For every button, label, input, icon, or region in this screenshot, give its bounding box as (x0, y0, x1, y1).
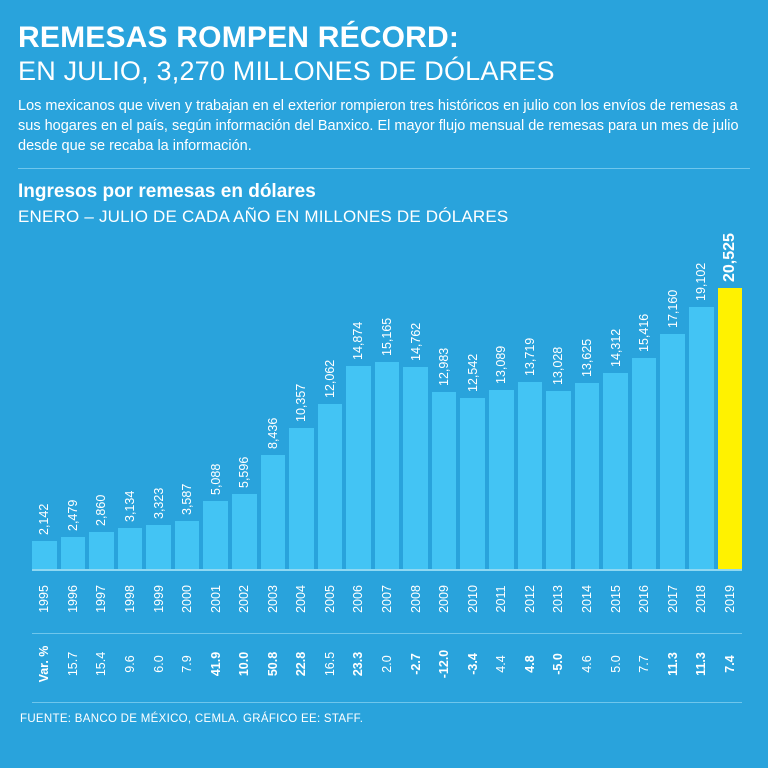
bar-series (32, 233, 742, 571)
year-label: 2017 (665, 585, 680, 614)
bar-column (632, 241, 657, 571)
variation-cell: 10.0 (237, 652, 252, 677)
bar-value-label: 12,542 (465, 353, 480, 393)
year-label: 2007 (380, 585, 395, 614)
bar-column (32, 241, 57, 571)
bar (432, 392, 457, 571)
variation-row (18, 636, 750, 698)
variation-cell: -5.0 (551, 653, 566, 675)
year-label: 2008 (408, 585, 423, 614)
page-subtitle: EN JULIO, 3,270 MILLONES DE DÓLARES (18, 55, 555, 86)
bar (489, 390, 514, 571)
variation-cell: 5.0 (608, 655, 623, 673)
year-label: 2009 (437, 585, 452, 614)
bar-column (660, 241, 685, 571)
year-label: 1996 (65, 585, 80, 614)
year-label: 2002 (237, 585, 252, 614)
bar-value-label: 13,625 (579, 338, 594, 378)
bar-column (146, 241, 171, 571)
year-label: 1998 (122, 585, 137, 614)
bar-value-label: 13,719 (522, 337, 537, 377)
bar-value-label: 19,102 (694, 262, 709, 302)
bar (689, 307, 714, 571)
variation-cell: 7.4 (722, 655, 737, 673)
variation-cell: 50.8 (265, 652, 280, 677)
bar (375, 362, 400, 571)
deck-paragraph: Los mexicanos que viven y trabajan en el exterior rompieron tres históricos en julio con los envíos de remesas a sus hogares en el país, según información del Banxico. El mayor flujo mensual de remesas para un mes de julio desde que se recaba la información. (18, 98, 739, 155)
bar-column (689, 241, 714, 571)
bar (203, 501, 228, 571)
bar (32, 541, 57, 571)
x-axis-year-labels (18, 575, 750, 631)
year-label: 2012 (522, 585, 537, 614)
bar-column (118, 241, 143, 571)
bar (718, 288, 743, 571)
bar-chart (18, 233, 750, 571)
year-label: 1999 (151, 585, 166, 614)
bar (146, 525, 171, 571)
divider-variation (32, 702, 742, 703)
bar (261, 455, 286, 571)
year-label: 1997 (94, 585, 109, 614)
bar-value-label: 3,134 (122, 490, 137, 523)
bar-value-label: 2,860 (94, 494, 109, 527)
variation-cell: -12.0 (437, 649, 452, 679)
bar-column (375, 241, 400, 571)
bar-column (460, 241, 485, 571)
x-axis-line (32, 569, 742, 571)
variation-cell: 23.3 (351, 652, 366, 677)
bar-column (518, 241, 543, 571)
variation-cell: 6.0 (151, 655, 166, 673)
bar (118, 528, 143, 571)
bar-column (489, 241, 514, 571)
variation-cell: -3.4 (465, 653, 480, 675)
bar-value-label: 2,142 (37, 503, 52, 536)
bar (175, 521, 200, 571)
year-label: 2018 (694, 585, 709, 614)
bar-value-label: 17,160 (665, 289, 680, 329)
bar-column (432, 241, 457, 571)
bar (346, 366, 371, 571)
year-label: 2016 (637, 585, 652, 614)
bar-value-label: 15,165 (380, 317, 395, 357)
divider-years (32, 633, 742, 634)
bar-value-label: 14,874 (351, 321, 366, 361)
year-label: 2001 (208, 585, 223, 614)
variation-cell: 7.9 (180, 655, 195, 673)
bar-value-label: 12,983 (437, 347, 452, 387)
chart-title: Ingresos por remesas en dólares (18, 181, 316, 203)
bar-column (232, 241, 257, 571)
year-label: 2013 (551, 585, 566, 614)
year-label: 2010 (465, 585, 480, 614)
divider-top (18, 168, 750, 169)
bar (289, 428, 314, 571)
bar-value-label: 14,312 (608, 328, 623, 368)
bar-value-label: 3,587 (180, 483, 195, 516)
variation-cell: Var. % (37, 645, 52, 683)
bar-value-label: 5,088 (208, 463, 223, 496)
variation-cell: 11.3 (665, 652, 680, 677)
variation-cell: 7.7 (637, 655, 652, 673)
variation-cell: 4.6 (579, 655, 594, 673)
variation-cell: 4.8 (522, 655, 537, 673)
year-label: 2000 (180, 585, 195, 614)
bar (575, 383, 600, 571)
bar-value-label: 13,089 (494, 345, 509, 385)
variation-cell: 41.9 (208, 652, 223, 677)
bar-column (89, 241, 114, 571)
bar-value-label: 12,062 (322, 359, 337, 399)
bar-column (403, 241, 428, 571)
year-label: 2015 (608, 585, 623, 614)
year-label: 2004 (294, 585, 309, 614)
bar-column (546, 241, 571, 571)
bar (403, 367, 428, 571)
chart-subtitle: ENERO – JULIO DE CADA AÑO EN MILLONES DE DÓLARES (18, 207, 509, 227)
variation-cell: 9.6 (122, 655, 137, 673)
bar (546, 391, 571, 571)
year-label: 2019 (722, 585, 737, 614)
page-title: REMESAS ROMPEN RÉCORD: (18, 21, 460, 54)
bar-column (318, 241, 343, 571)
bar (61, 537, 86, 571)
source-note: FUENTE: BANCO DE MÉXICO, CEMLA. GRÁFICO EE: STAFF. (20, 713, 364, 726)
bar-column (203, 241, 228, 571)
bar-column (261, 241, 286, 571)
bar-column (175, 241, 200, 571)
variation-cell: 15.7 (65, 652, 80, 677)
bar-value-label: 3,323 (151, 487, 166, 520)
bar-column (718, 233, 743, 571)
variation-cell: 16.5 (322, 652, 337, 677)
bar (632, 358, 657, 571)
bar-column (289, 241, 314, 571)
bar (518, 382, 543, 571)
bar (89, 532, 114, 571)
bar-column (575, 241, 600, 571)
bar-column (603, 241, 628, 571)
bar (603, 373, 628, 571)
year-label: 2014 (579, 585, 594, 614)
bar-column (61, 241, 86, 571)
year-label: 2005 (322, 585, 337, 614)
variation-cell: 2.0 (380, 655, 395, 673)
year-label: 1995 (37, 585, 52, 614)
variation-cell: -2.7 (408, 653, 423, 675)
year-label: 2011 (494, 585, 509, 613)
bar-value-label: 20,525 (720, 233, 738, 283)
bar-value-label: 2,479 (65, 499, 80, 532)
bar-column (346, 241, 371, 571)
variation-cell: 4.4 (494, 655, 509, 673)
year-label: 2003 (265, 585, 280, 614)
bar-value-label: 13,028 (551, 346, 566, 386)
variation-cell: 22.8 (294, 652, 309, 677)
bar-value-label: 14,762 (408, 322, 423, 362)
bar-value-label: 8,436 (265, 417, 280, 450)
bar-value-label: 10,357 (294, 383, 309, 423)
bar-value-label: 15,416 (637, 313, 652, 353)
year-label: 2006 (351, 585, 366, 614)
bar (660, 334, 685, 571)
bar (232, 494, 257, 571)
bar (460, 398, 485, 571)
bar-value-label: 5,596 (237, 456, 252, 489)
bar (318, 404, 343, 571)
variation-cell: 15.4 (94, 652, 109, 677)
variation-cell: 11.3 (694, 652, 709, 677)
